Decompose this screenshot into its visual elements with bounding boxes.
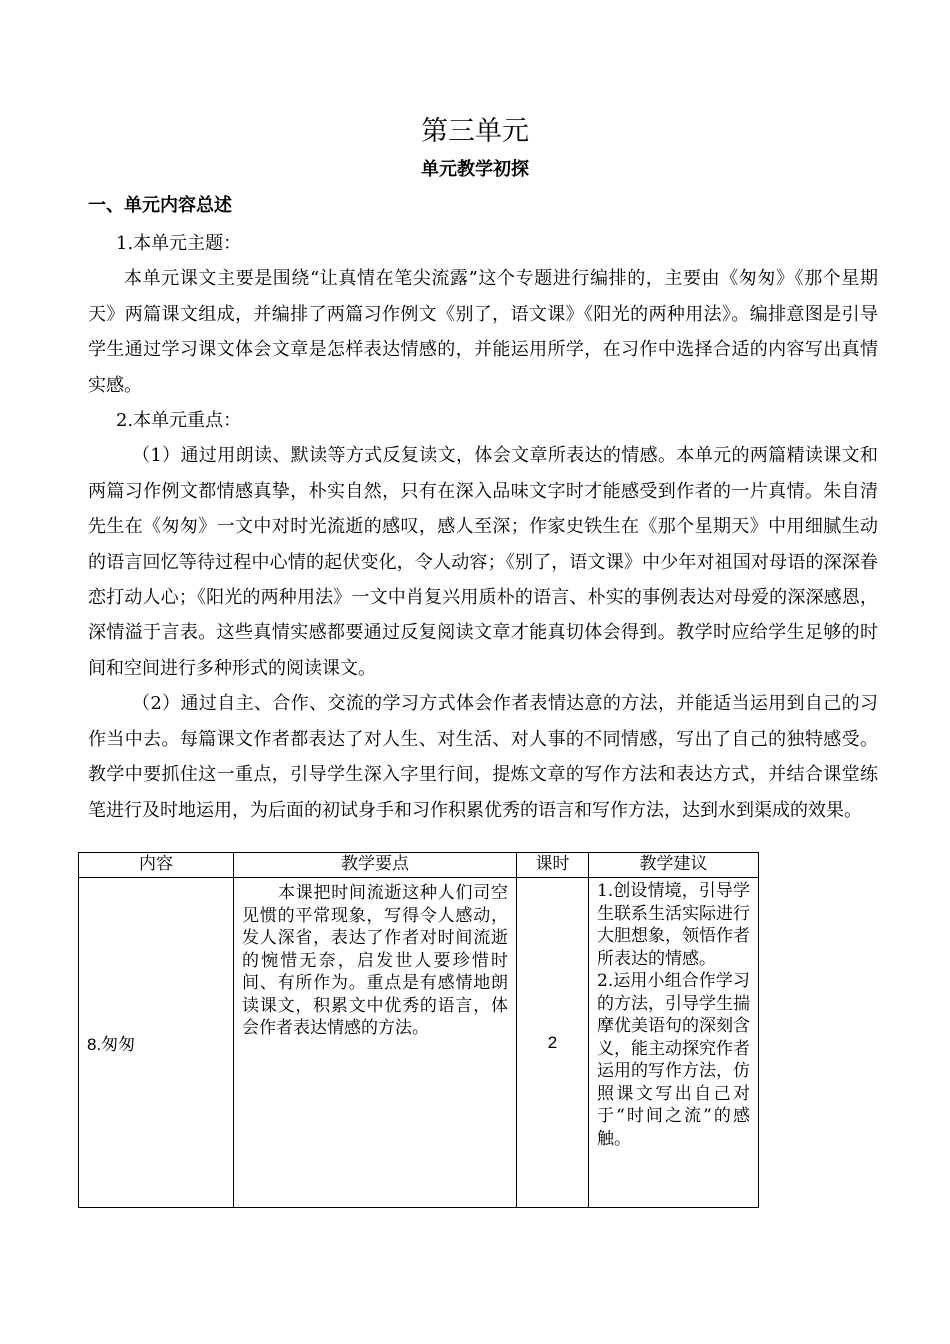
header-points: 教学要点 [234,853,517,878]
unit-subtitle: 单元教学初探 [421,159,529,180]
teaching-plan-table [78,852,759,1208]
suggestion-1: 1.创设情境，引导学生联系生活实际进行大胆想象，领悟作者所表达的情感。 [597,881,750,969]
header-content: 内容 [79,853,234,878]
unit-title: 第三单元 [421,116,529,147]
lesson-points-cell [234,878,517,1208]
header-suggestions: 教学建议 [589,853,759,878]
lesson-hours: 2 [517,878,589,1208]
theme-label: 1.本单元主题： [116,233,242,254]
theme-paragraph: 本单元课文主要是围绕“让真情在笔尖流露”这个专题进行编排的，主要由《匆匆》《那个星期天》两篇课文组成，并编排了两篇习作例文《别了，语文课》《阳光的两种用法》。编排意图是引导学生通过学习课文体会文章是怎样表达情感的，并能运用所学，在习作中选择合适的内容写出真情实感。 [88,268,878,396]
suggestion-2: 2.运用小组合作学习的方法，引导学生揣摩优美语句的深刻含义，能主动探究作者运用的写作方法，仿照课文写出自己对于“时间之流”的感触。 [597,971,750,1149]
focus-point-1: （1）通过用朗读、默读等方式反复读文，体会文章所表达的情感。本单元的两篇精读课文和两篇习作例文都情感真挚，朴实自然，只有在深入品味文字时才能感受到作者的一片真情。朱自清先生在《匆匆》一文中对时光流逝的感叹，感人至深；作家史铁生在《那个星期天》中用细腻生动的语言回忆等待过程中心情的起伏变化，令人动容；《别了，语文课》中少年对祖国对母语的深深眷恋打动人心；《阳光的两种用法》一文中肖复兴用质朴的语言、朴实的事例表达对母爱的深深感恩，深情溢于言表。这些真情实感都要通过反复阅读文章才能真切体会得到。教学时应给学生足够的时间和空间进行多种形式的阅读课文。 [88,445,878,679]
header-hours: 课时 [517,853,589,878]
focus-point-2: （2）通过自主、合作、交流的学习方式体会作者表情达意的方法，并能适当运用到自己的习作当中去。每篇课文作者都表达了对人生、对生活、对人事的不同情感，写出了自己的独特感受。教学中要抓住这一重点，引导学生深入字里行间，提炼文章的写作方法和表达方式，并结合课堂练笔进行及时地运用，为后面的初试身手和习作积累优秀的语言和写作方法，达到水到渠成的效果。 [88,693,878,821]
lesson-points: 本课把时间流逝这种人们司空见惯的平常现象，写得令人感动，发人深省，表达了作者对时间流逝的惋惜无奈，启发世人要珍惜时间、有所作为。重点是有感情地朗读课文，积累文中优秀的语言，体会作者表达情感的方法。 [242,883,508,1038]
section-heading: 一、单元内容总述 [88,195,232,216]
table-header-row [79,853,759,878]
lesson-suggestions-cell [589,878,759,1208]
section-body [88,226,878,828]
lesson-name: 8.匆匆 [79,878,234,1208]
table-row [79,878,759,1208]
focus-label: 2.本单元重点： [116,410,242,432]
